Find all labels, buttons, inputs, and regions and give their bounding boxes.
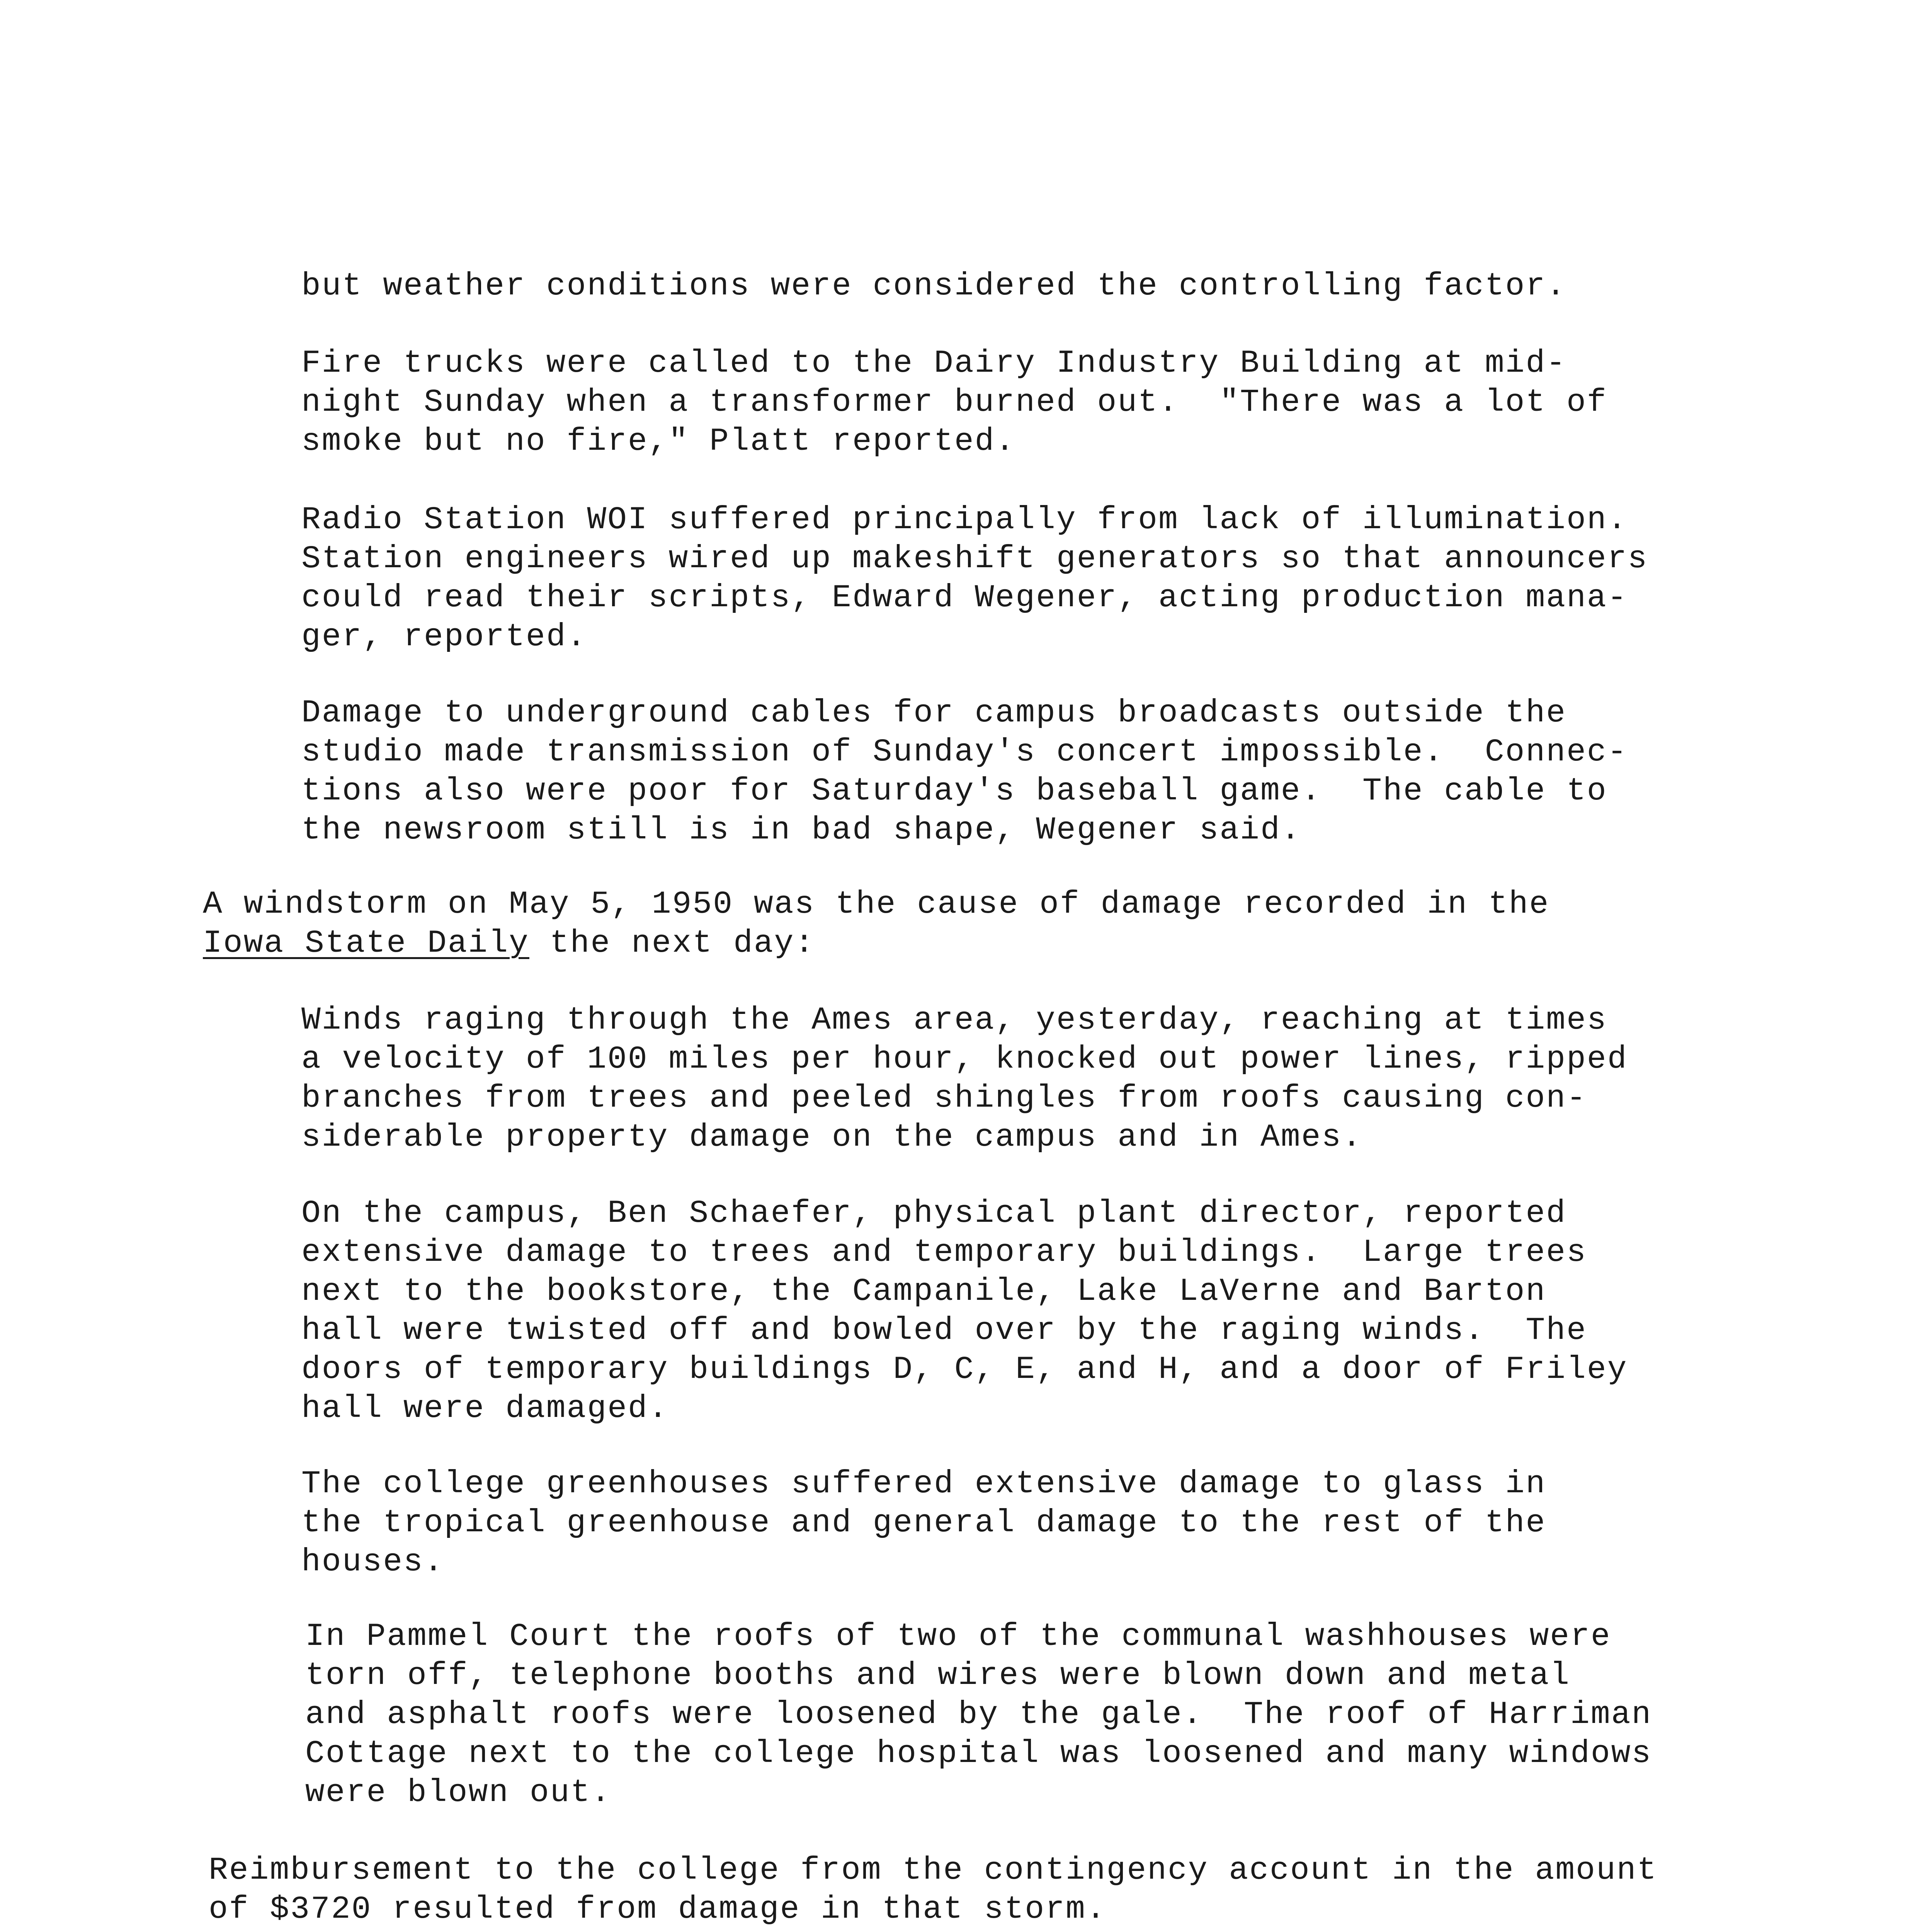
text-line: In Pammel Court the roofs of two of the communal washhouses were <box>305 1618 1611 1655</box>
quote-paragraph <box>301 1464 1546 1582</box>
body-paragraph <box>203 885 1549 963</box>
text-line: were blown out. <box>305 1774 612 1811</box>
text-line: next to the bookstore, the Campanile, Lake LaVerne and Barton <box>301 1273 1546 1310</box>
text-line: extensive damage to trees and temporary buildings. Large trees <box>301 1234 1587 1270</box>
quote-paragraph <box>301 1194 1628 1428</box>
text-line: hall were damaged. <box>301 1390 669 1427</box>
text-line: torn off, telephone booths and wires were blown down and metal <box>305 1657 1571 1694</box>
text-line: Reimbursement to the college from the contingency account in the amount <box>209 1852 1658 1888</box>
text-line: A windstorm on May 5, 1950 was the cause of damage recorded in the <box>203 886 1550 922</box>
quote-paragraph <box>301 344 1607 461</box>
text-line: branches from trees and peeled shingles from roofs causing con- <box>301 1080 1587 1116</box>
text-line: Radio Station WOI suffered principally from lack of illumination. <box>301 502 1628 538</box>
text-line: Cottage next to the college hospital was loosened and many windows <box>305 1735 1652 1772</box>
text-line: could read their scripts, Edward Wegener, acting production mana- <box>301 580 1628 616</box>
text-line: Fire trucks were called to the Dairy Industry Building at mid- <box>301 345 1567 381</box>
text-line: tions also were poor for Saturday's baseball game. The cable to <box>301 773 1607 809</box>
text-line: the tropical greenhouse and general damage to the rest of the <box>301 1505 1546 1541</box>
text-line: a velocity of 100 miles per hour, knocked out power lines, ripped <box>301 1041 1628 1077</box>
text-line: but weather conditions were considered the controlling factor. <box>301 268 1567 304</box>
quote-paragraph <box>301 500 1648 656</box>
text-line: night Sunday when a transformer burned out. "There was a lot of <box>301 384 1607 420</box>
text-line: Station engineers wired up makeshift generators so that announcers <box>301 541 1648 577</box>
newspaper-title: Iowa State Daily <box>203 925 529 961</box>
text-line: The college greenhouses suffered extensive damage to glass in <box>301 1466 1546 1502</box>
text-line: doors of temporary buildings D, C, E, and H, and a door of Friley <box>301 1351 1628 1388</box>
text-line: smoke but no fire," Platt reported. <box>301 423 1016 459</box>
text-line: hall were twisted off and bowled over by the raging winds. The <box>301 1312 1587 1349</box>
text-line: Winds raging through the Ames area, yesterday, reaching at times <box>301 1002 1607 1038</box>
text-line: Damage to underground cables for campus broadcasts outside the <box>301 695 1567 731</box>
text-line: of $3720 resulted from damage in that storm. <box>209 1891 1107 1927</box>
text-line: studio made transmission of Sunday's concert impossible. Connec- <box>301 734 1628 770</box>
text-line: the newsroom still is in bad shape, Wegener said. <box>301 812 1301 848</box>
text-line <box>203 924 1549 963</box>
text-fragment: the next day: <box>529 925 815 961</box>
quote-paragraph <box>305 1617 1652 1812</box>
text-line: ger, reported. <box>301 619 587 655</box>
text-line: siderable property damage on the campus and in Ames. <box>301 1119 1363 1155</box>
text-line: houses. <box>301 1544 444 1580</box>
quote-paragraph <box>301 267 1566 306</box>
text-line: On the campus, Ben Schaefer, physical plant director, reported <box>301 1195 1567 1231</box>
quote-paragraph <box>301 1001 1628 1157</box>
quote-paragraph <box>301 694 1628 850</box>
body-paragraph <box>209 1851 1657 1929</box>
text-line: and asphalt roofs were loosened by the gale. The roof of Harriman <box>305 1696 1652 1733</box>
